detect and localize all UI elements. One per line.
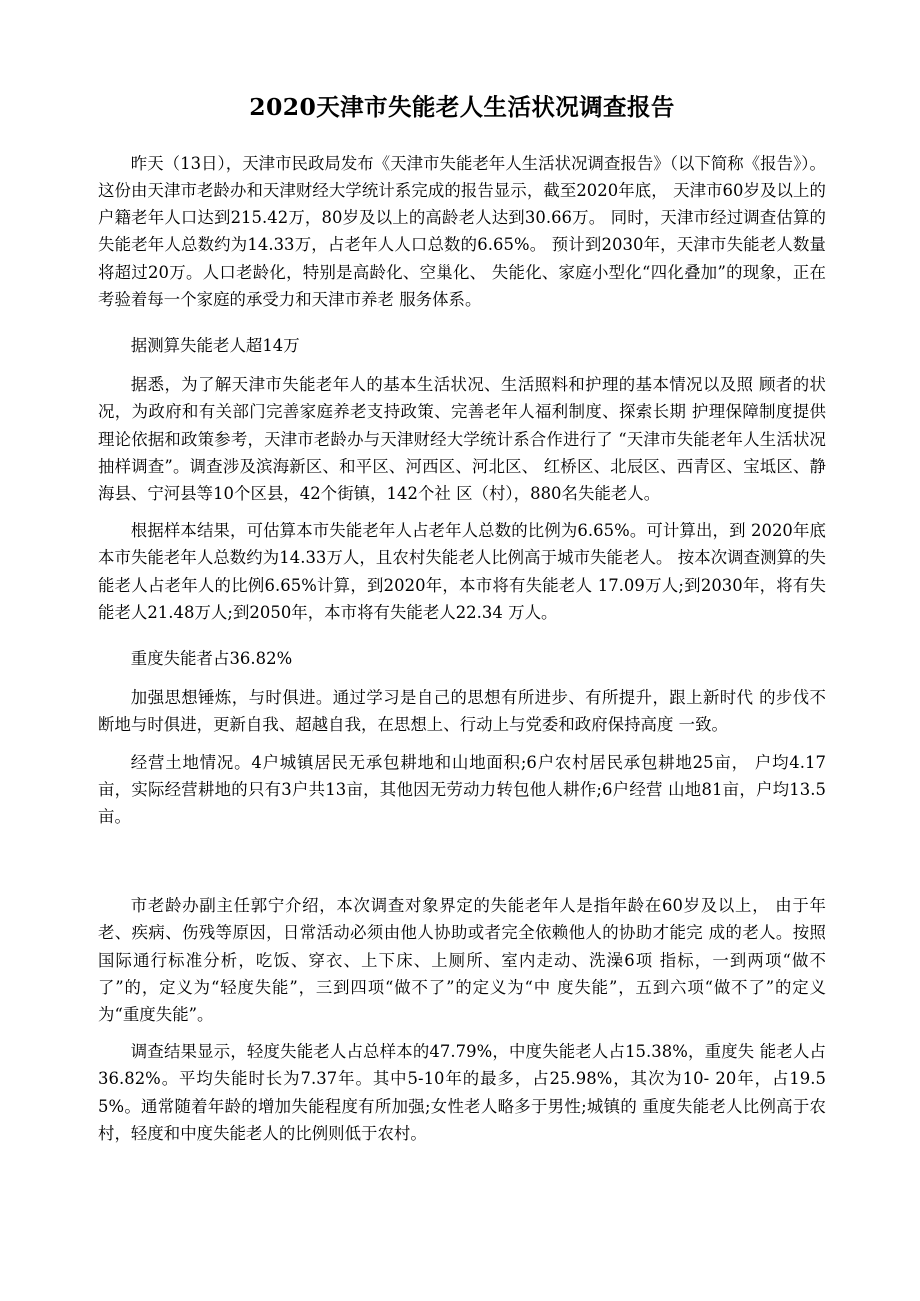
section-subheading: 重度失能者占36.82% <box>130 648 293 668</box>
body-paragraph: 据悉，为了解天津市失能老年人的基本生活状况、生活照料和护理的基本情况以及照 顾者的状况，为政府和有关部门完善家庭养老支持政策、完善老年人福利制度、探索长期 护理保障制度提供理论依据和政策参考，天津市老龄办与天津财经大学统计系合作进行了 “天津市失能老年人生活状况抽样调查”。调查涉及滨海新区、和平区、河西区、河北区、 红桥区、北辰区、西青区、宝坻区、静海县、宁河县等10个区县，42个街镇，142个社 区（村），880名失能老人。 <box>98 375 826 503</box>
document-body <box>98 150 826 1147</box>
paragraph-spacer <box>98 830 826 892</box>
page-title: 2020天津市失能老人生活状况调查报告 <box>249 93 675 121</box>
body-paragraph: 根据样本结果，可估算本市失能老年人占老年人总数的比例为6.65%。可计算出，到 2020年底本市失能老年人总数约为14.33万人，且农村失能老人比例高于城市失能老人。 按本次调查测算的失能老人占老年人的比例6.65%计算，到2020年，本市将有失能老人 17.09万人;到2030年，将有失能老人21.48万人;到2050年，本市将有失能老人22.34 万人。 <box>98 521 826 622</box>
document-content <box>98 0 826 1147</box>
body-paragraph: 昨天（13日），天津市民政局发布《天津市失能老年人生活状况调查报告》（以下简称《报告》）。这份由天津市老龄办和天津财经大学统计系完成的报告显示，截至2020年底， 天津市60岁及以上的户籍老年人口达到215.42万，80岁及以上的高龄老人达到30.66万。 同时，天津市经过调查估算的失能老年人总数约为14.33万，占老年人人口总数的6.65%。 预计到2030年，天津市失能老人数量将超过20万。人口老龄化，特别是高龄化、空巢化、 失能化、家庭小型化“四化叠加”的现象，正在考验着每一个家庭的承受力和天津市养老 服务体系。 <box>98 153 826 309</box>
body-paragraph: 市老龄办副主任郭宁介绍，本次调查对象界定的失能老年人是指年龄在60岁及以上， 由于年老、疾病、伤残等原因，日常活动必须由他人协助或者完全依赖他人的协助才能完 成的老人。按照国际通行标准分析，吃饭、穿衣、上下床、上厕所、室内走动、洗澡6项 指标，一到两项“做不了”的，定义为“轻度失能”，三到四项“做不了”的定义为“中 度失能”，五到六项“做不了”的定义为“重度失能”。 <box>98 896 826 1024</box>
section-subheading: 据测算失能老人超14万 <box>130 335 300 355</box>
body-paragraph: 调查结果显示，轻度失能老人占总样本的47.79%，中度失能老人占15.38%，重度失 能老人占36.82%。平均失能时长为7.37年。其中5-10年的最多，占25.98%，其次为10- 20年，占19.55%。通常随着年龄的增加失能程度有所加强;女性老人略多于男性;城镇的 重度失能老人比例高于农村，轻度和中度失能老人的比例则低于农村。 <box>98 1042 826 1143</box>
body-paragraph: 加强思想锤炼，与时俱进。通过学习是自己的思想有所进步、有所提升，跟上新时代 的步伐不断地与时俱进，更新自我、超越自我，在思想上、行动上与党委和政府保持高度 一致。 <box>98 688 826 735</box>
body-paragraph: 经营土地情况。4户城镇居民无承包耕地和山地面积;6户农村居民承包耕地25亩， 户均4.17亩，实际经营耕地的只有3户共13亩，其他因无劳动力转包他人耕作;6户经营 山地81亩，户均13.5亩。 <box>98 752 826 826</box>
